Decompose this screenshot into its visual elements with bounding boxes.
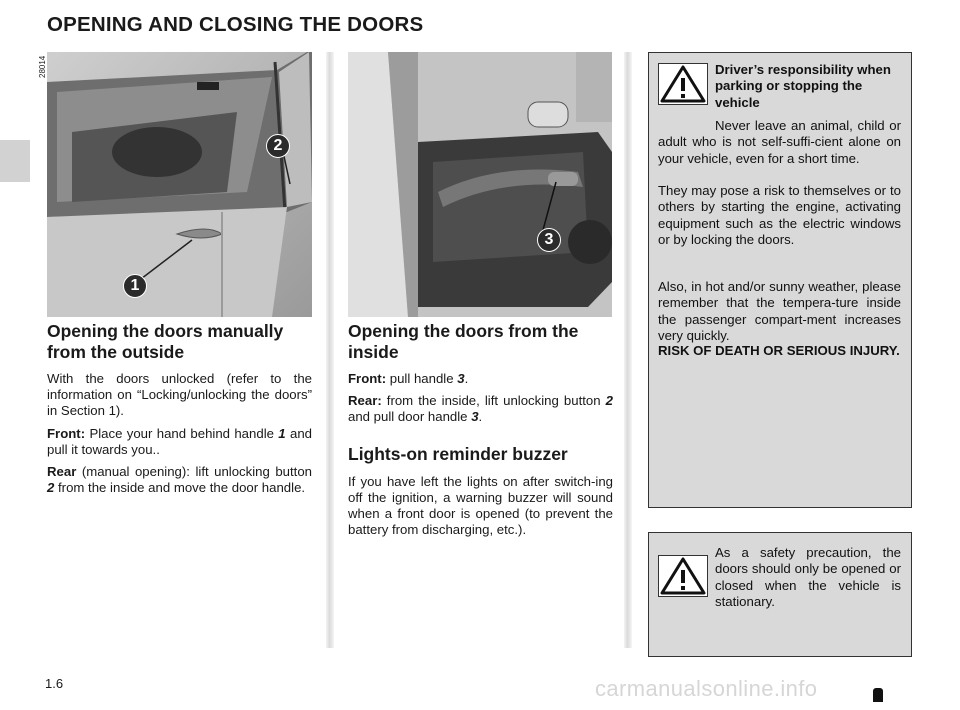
- paragraph: With the doors unlocked (refer to the information on “Locking/unlocking the doors” in Section 1).: [47, 371, 312, 419]
- column-divider: [624, 52, 632, 648]
- section-heading: Opening the doors from the inside: [348, 321, 579, 362]
- watermark: carmanualsonline.info: [595, 676, 818, 701]
- callout-1: 1: [123, 274, 147, 298]
- photo-car-exterior: [47, 52, 312, 317]
- figure-ref-code: 28014: [38, 55, 47, 78]
- paragraph: Front: pull handle 3.: [348, 371, 469, 386]
- callout-2: 2: [266, 134, 290, 158]
- warning-box-driver-responsibility: [648, 52, 912, 508]
- warning-emphasis: RISK OF DEATH OR SERIOUS INJURY.: [658, 343, 900, 358]
- photo-door-interior: [348, 52, 612, 317]
- warning-box-safety: [648, 532, 912, 657]
- paragraph: Rear (manual opening): lift unlocking button 2 from the inside and move the door handle.: [47, 464, 312, 496]
- section-heading: Opening the doors manually from the outside: [47, 321, 284, 362]
- section-opening-inside: [348, 321, 613, 538]
- paragraph: If you have left the lights on after switch-ing off the ignition, a warning buzzer will sound when a front door is opened (to prevent the battery from discharging, etc.).: [348, 473, 613, 538]
- page-number: 1.6: [45, 676, 64, 691]
- warning-triangle-icon: [658, 63, 708, 105]
- warning-title: Driver’s responsibility when parking or stopping the vehicle: [715, 62, 891, 110]
- warning-paragraph: As a safety precaution, the doors should only be opened or closed when the vehicle is stationary.: [715, 545, 901, 609]
- section-opening-outside: [47, 321, 312, 496]
- callout-3: 3: [537, 228, 561, 252]
- paragraph: Rear: from the inside, lift unlocking button 2 and pull door handle 3.: [348, 393, 613, 425]
- page-marker: [873, 688, 883, 702]
- warning-paragraph: Never leave an animal, child or adult who is not self-suffi-cient alone on your vehicle, even for a short time.: [658, 118, 901, 166]
- warning-paragraph: Also, in hot and/or sunny weather, please remember that the tempera-ture inside the passenger compart-ment increases very quickly.: [658, 279, 901, 343]
- section-heading: Lights-on reminder buzzer: [348, 443, 568, 464]
- page-title: OPENING AND CLOSING THE DOORS: [47, 13, 424, 36]
- column-divider: [326, 52, 334, 648]
- section-tab: [0, 140, 30, 182]
- warning-paragraph: They may pose a risk to themselves or to others by starting the engine, activating equipment such as the electric windows or by locking the doors.: [658, 183, 901, 247]
- warning-triangle-icon: [658, 555, 708, 597]
- paragraph: Front: Place your hand behind handle 1 and pull it towards you..: [47, 425, 312, 457]
